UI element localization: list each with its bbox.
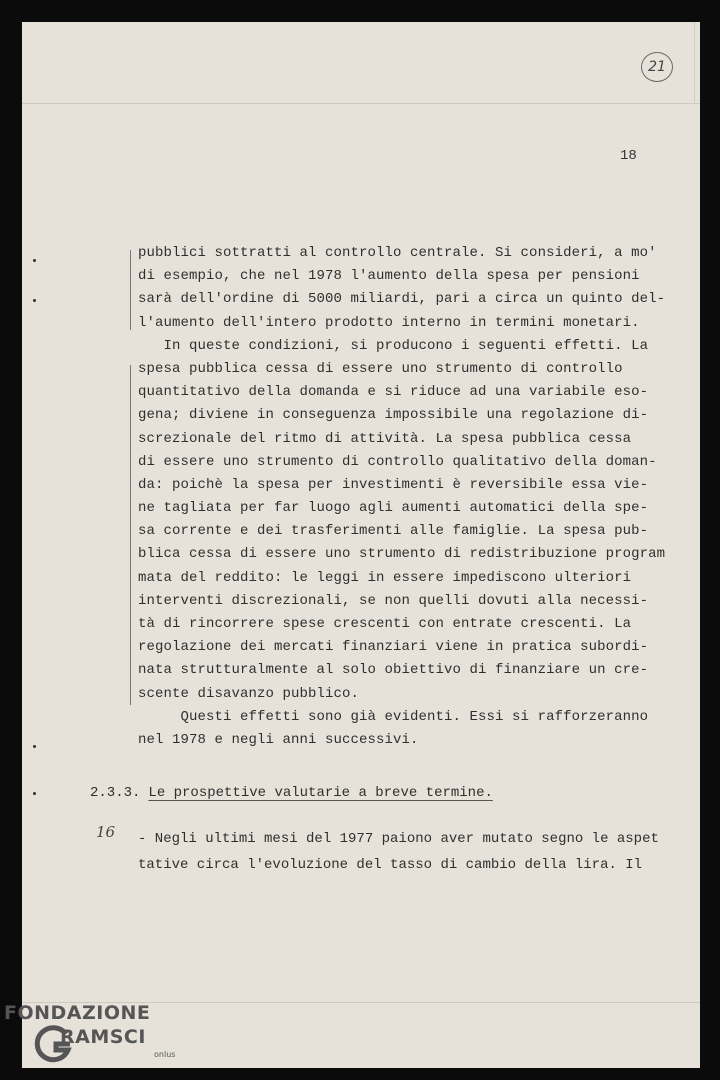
text-line: l'aumento dell'intero prodotto interno in termini monetari. xyxy=(138,314,640,331)
text-line: Questi effetti sono già evidenti. Essi si rafforzeranno xyxy=(138,708,649,725)
text-line: sarà dell'ordine di 5000 miliardi, pari a circa un quinto del- xyxy=(138,291,666,308)
text-line: gena; diviene in conseguenza impossibile una regolazione di- xyxy=(138,407,649,424)
text-line: sa corrente e dei trasferimenti alle famiglie. La spesa pub- xyxy=(138,523,649,540)
text-line: blica cessa di essere uno strumento di redistribuzione program xyxy=(138,546,666,563)
punch-hole-mark xyxy=(33,299,36,302)
section-title: Le prospettive valutarie a breve termine. xyxy=(148,785,493,801)
paragraph-main xyxy=(138,242,666,752)
fondazione-gramsci-logo xyxy=(4,1002,184,1074)
text-line: scente disavanzo pubblico. xyxy=(138,685,360,702)
text-line: tative circa l'evoluzione del tasso di cambio della lira. Il xyxy=(138,857,643,873)
page-number: 18 xyxy=(620,148,637,164)
text-line: In queste condizioni, si producono i seguenti effetti. La xyxy=(138,337,649,354)
text-line: ne tagliata per far luogo agli aumenti automatici della spe- xyxy=(138,500,649,517)
logo-text-line2: RAMSCI xyxy=(60,1026,146,1048)
text-line: nata strutturalmente al solo obiettivo di finanziare un cre- xyxy=(138,662,649,679)
text-line: screzionale del ritmo di attività. La spesa pubblica cessa xyxy=(138,430,632,447)
section-number: 2.3.3. xyxy=(90,785,141,801)
paper-fold-top xyxy=(22,103,700,104)
margin-bar-1 xyxy=(130,250,131,330)
text-line: regolazione dei mercati finanziari viene in pratica subordi- xyxy=(138,639,649,656)
text-line: da: poichè la spesa per investimenti è reversibile essa vie- xyxy=(138,476,649,493)
text-line: quantitativo della domanda e si riduce ad una variabile eso- xyxy=(138,384,649,401)
margin-bar-2 xyxy=(130,365,131,705)
text-line: - Negli ultimi mesi del 1977 paiono aver mutato segno le aspet xyxy=(138,831,659,847)
text-line: di esempio, che nel 1978 l'aumento della spesa per pensioni xyxy=(138,268,640,285)
section-heading xyxy=(90,785,493,801)
text-line: di essere uno strumento di controllo qualitativo della doman- xyxy=(138,453,657,470)
punch-hole-mark xyxy=(33,259,36,262)
text-line: interventi discrezionali, se non quelli dovuti alla necessi- xyxy=(138,592,649,609)
punch-hole-mark xyxy=(33,745,36,748)
handwritten-margin-note: 16 xyxy=(96,823,116,841)
paragraph-secondary xyxy=(138,826,659,878)
text-line: nel 1978 e negli anni successivi. xyxy=(138,731,419,748)
archive-stamp-number: 21 xyxy=(641,52,673,82)
logo-suffix: onlus xyxy=(154,1050,176,1059)
text-line: spesa pubblica cessa di essere uno strumento di controllo xyxy=(138,360,623,377)
text-line: pubblici sottratti al controllo centrale. Si consideri, a mo' xyxy=(138,245,657,261)
text-line: tà di rincorrere spese crescenti con entrate crescenti. La xyxy=(138,616,632,632)
text-line: mata del reddito: le leggi in essere impediscono ulteriori xyxy=(138,569,632,586)
punch-hole-mark xyxy=(33,792,36,795)
paper-fold-right xyxy=(694,22,695,104)
logo-text-line1: FONDAZIONE xyxy=(4,1002,151,1024)
